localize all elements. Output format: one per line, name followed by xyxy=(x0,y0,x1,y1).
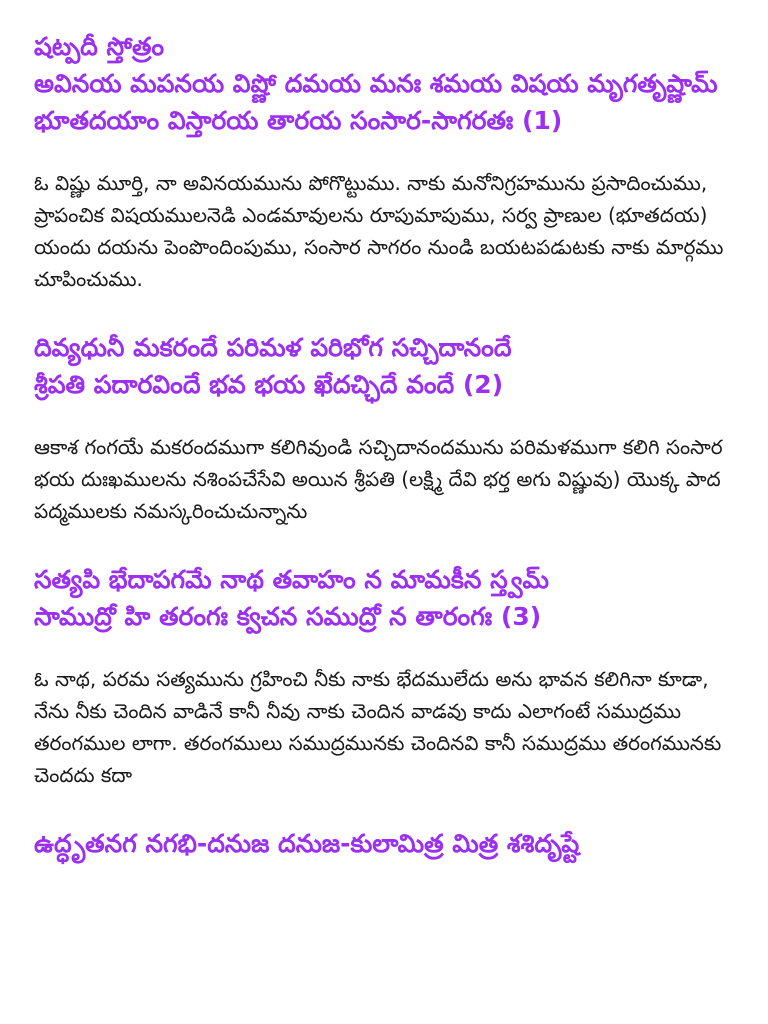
verse-line: అవినయ మపనయ విష్ణో దమయ మనః శమయ విషయ మృగతృష్ణామ్ xyxy=(34,69,718,98)
verse-4 xyxy=(34,825,748,862)
verse-line: సత్యపి భేదాపగమే నాథ తవాహం న మామకీన స్త్వమ్ xyxy=(34,565,549,594)
verse-3 xyxy=(34,561,748,635)
verse-line: భూతదయాం విస్తారయ తారయ సంసార-సాగరతః (1) xyxy=(34,106,563,135)
verse-meaning-1: ఓ విష్ణు మూర్తి, నా అవినయమును పోగొట్టుము. నాకు మనోనిగ్రహమును ప్రసాదించుము, ప్రాపంచిక విషయములనెడి ఎండమావులను రూపుమాపుము, సర్వ ప్రాణుల (భూతదయ) యందు దయను పెంపొందింపుము, సంసార సాగరం నుండి బయటపడుటకు నాకు మార్గము చూపించుము. xyxy=(34,171,724,291)
verse-line: సాముద్రో హి తరంగః క్వచన సముద్రో న తారంగః (3) xyxy=(34,602,542,631)
verse-line: దివ్యధునీ మకరందే పరిమళ పరిభోగ సచ్చిదానందే xyxy=(34,333,512,362)
verse-line: ఉద్ధృతనగ నగభి-దనుజ దనుజ-కులామిత్ర మిత్ర శశిదృష్టే xyxy=(34,829,580,858)
verse-meaning-3: ఓ నాథ, పరమ సత్యమును గ్రహించి నీకు నాకు భేదములేదు అను భావన కలిగినా కూడా, నేను నీకు చెందిన వాడినే కానీ నీవు నాకు చెందిన వాడవు కాదు ఎలాగంటే సముద్రము తరంగముల లాగా. తరంగములు సముద్రమునకు చెందినవి కానీ సముద్రము తరంగమునకు చెందదు కదా xyxy=(34,667,722,787)
page-title: షట్పదీ స్తోత్రం xyxy=(34,32,165,61)
verse-1 xyxy=(34,65,748,139)
verse-line: శ్రీపతి పదారవిందే భవ భయ ఖేదచ్ఛిదే వందే (2) xyxy=(34,370,504,399)
verse-2 xyxy=(34,329,748,403)
verse-meaning-2: ఆకాశ గంగయే మకరందముగా కలిగివుండి సచ్చిదానందమును పరిమళముగా కలిగి సంసార భయ దుఃఖములను నశింపచేసేవి అయిన శ్రీపతి (లక్ష్మి దేవి భర్త అగు విష్ణువు) యొక్క పాద పద్మములకు నమస్కరించుచున్నాను xyxy=(34,435,723,523)
